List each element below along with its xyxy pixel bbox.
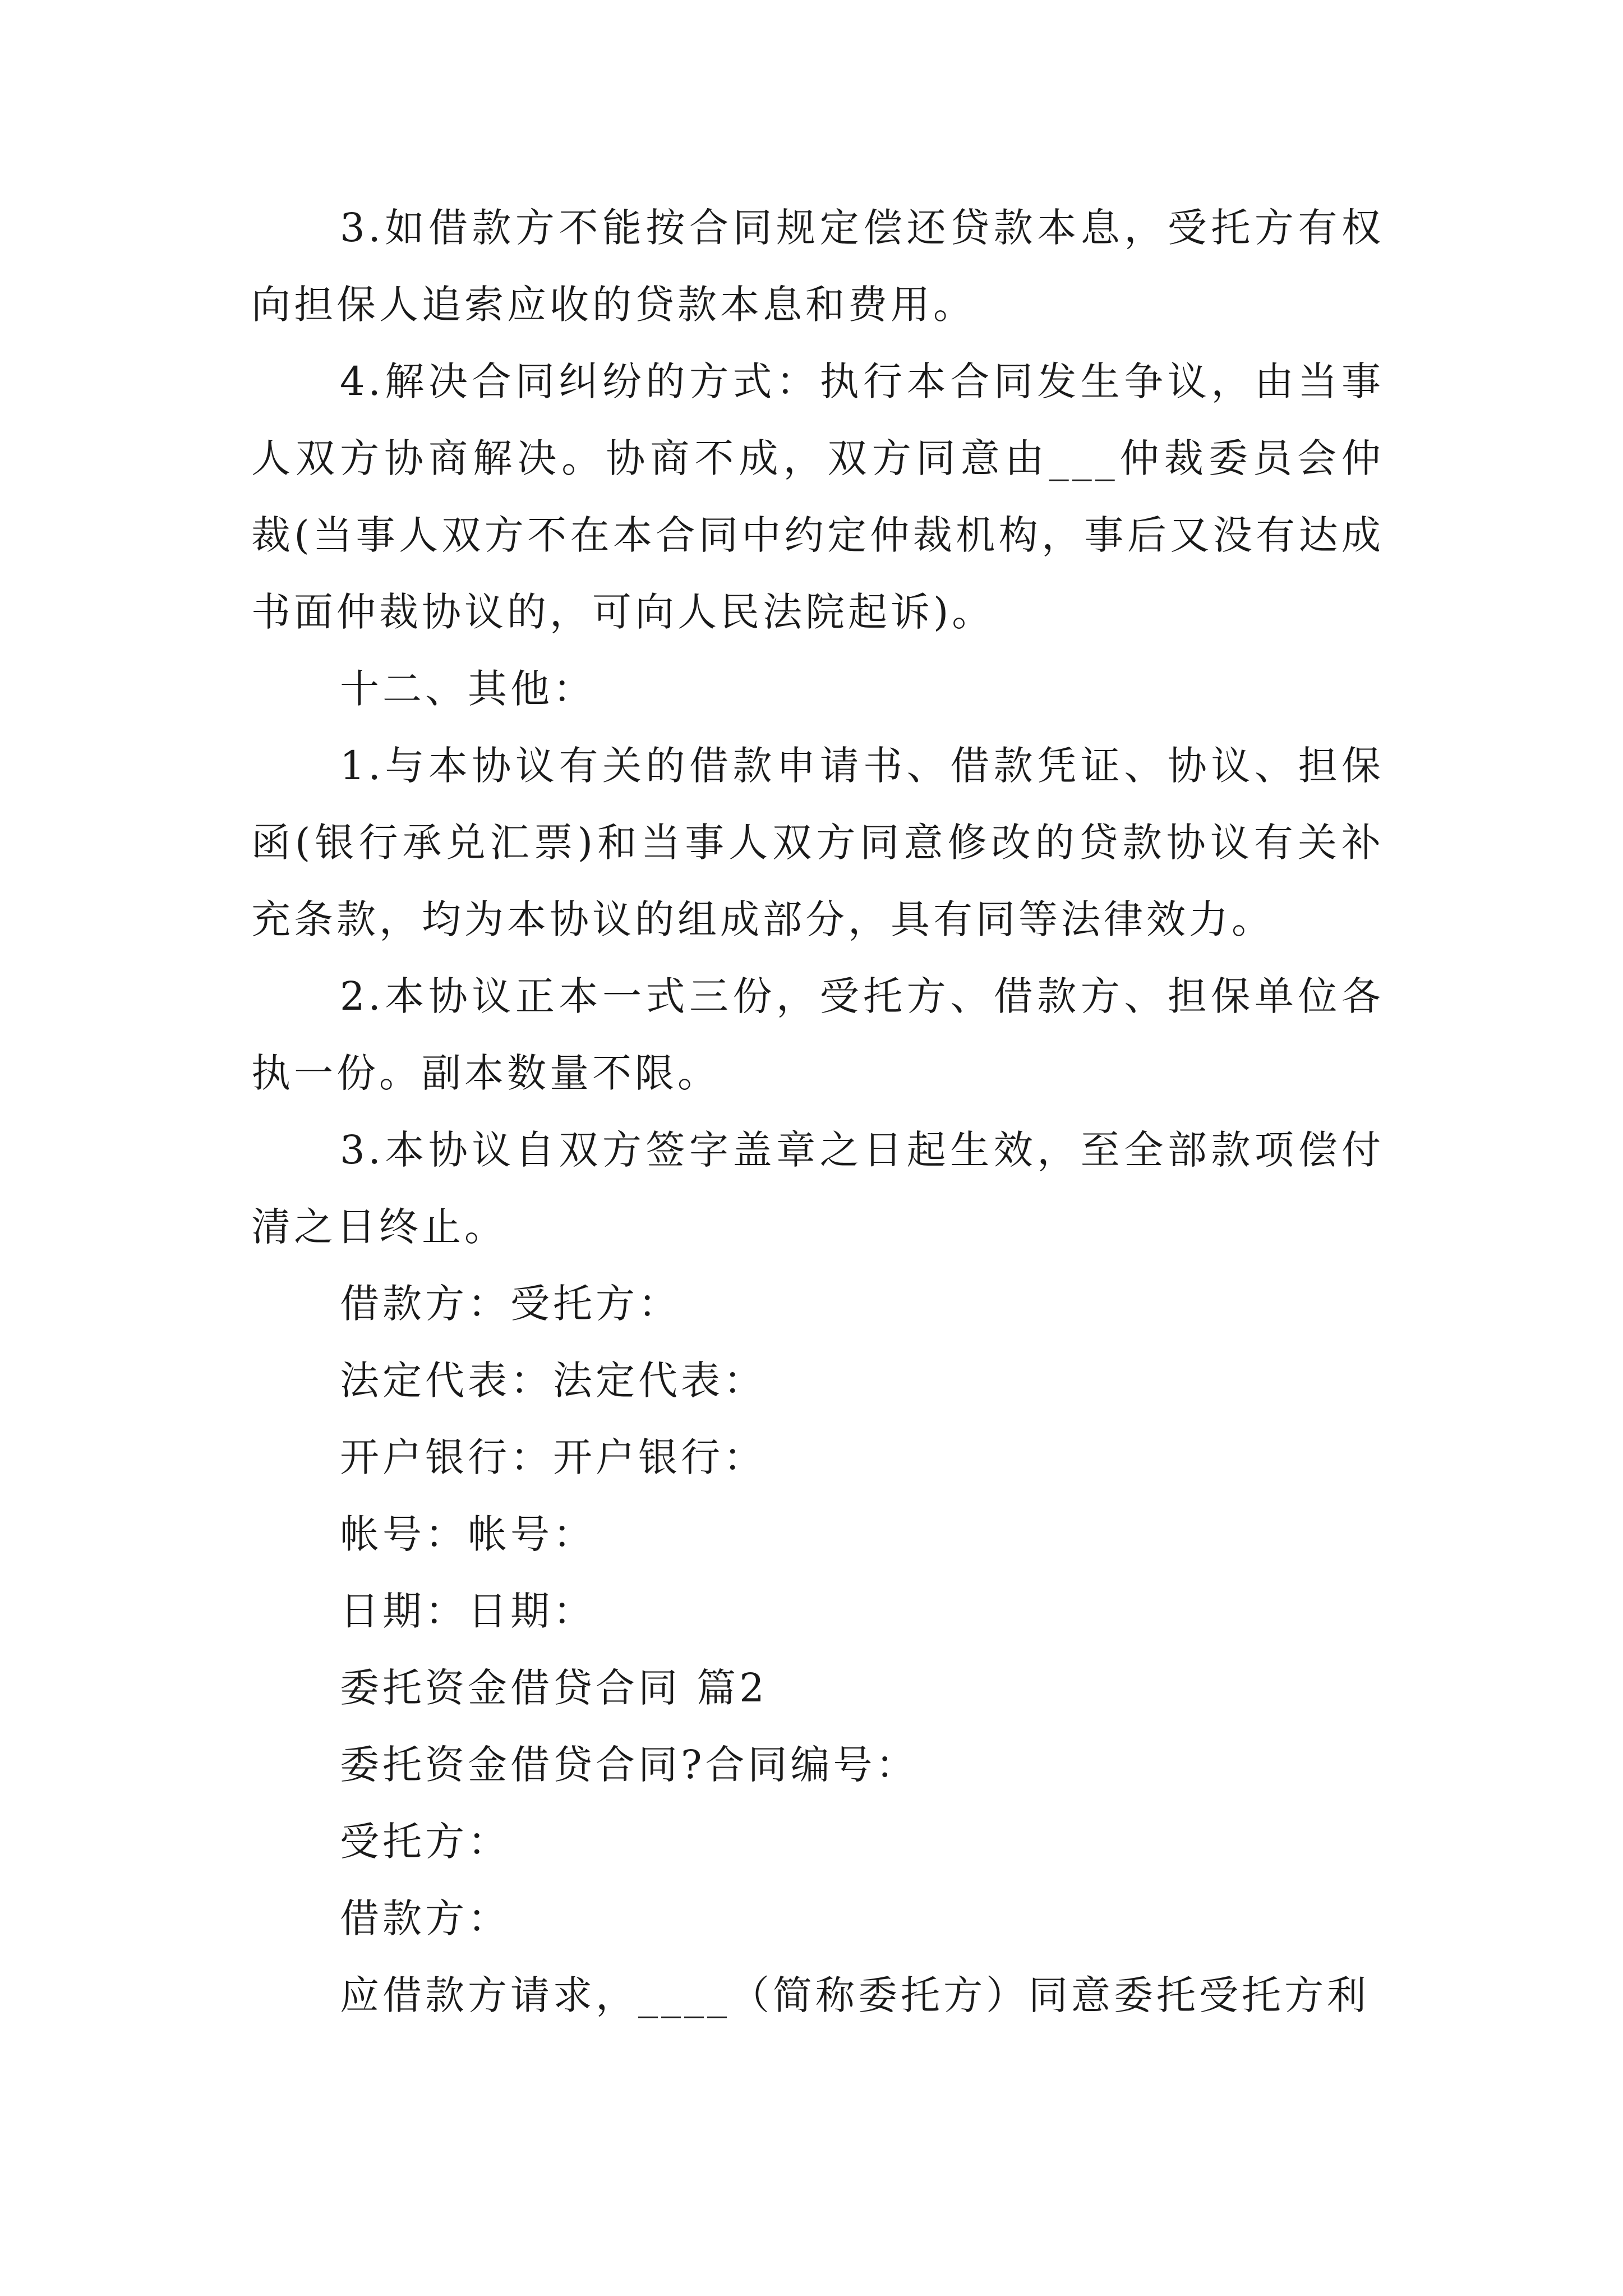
clause-1-agreement-components: 1.与本协议有关的借款申请书、借款凭证、协议、担保函(银行承兑汇票)和当事人双方同意修改的贷款协议有关补充条款，均为本协议的组成部分，具有同等法律效力。 <box>251 743 1384 942</box>
contract-preamble-line: 应借款方请求，____（简称委托方）同意委托受托方利 <box>340 1972 1370 2018</box>
signature-date-line: 日期：日期： <box>340 1588 596 1634</box>
clause-3-guarantor-recourse: 3.如借款方不能按合同规定偿还贷款本息，受托方有权向担保人追索应收的贷款本息和费用。 <box>251 205 1384 328</box>
clause-4-dispute-resolution: 4.解决合同纠纷的方式：执行本合同发生争议，由当事人双方协商解决。协商不成，双方同意由___仲裁委员会仲裁(当事人双方不在本合同中约定仲裁机构，事后又没有达成书面仲裁协议的，可向人民法院起诉)。 <box>251 358 1384 635</box>
signature-parties-line: 借款方：受托方： <box>340 1281 681 1327</box>
clause-2-copies: 2.本协议正本一式三份，受托方、借款方、担保单位各执一份。副本数量不限。 <box>251 973 1384 1096</box>
signature-account-line: 帐号：帐号： <box>340 1511 596 1557</box>
document-body <box>251 190 1384 2034</box>
clause-3-effective-date: 3.本协议自双方签字盖章之日起生效，至全部款项偿付清之日终止。 <box>251 1127 1384 1250</box>
contract-2-title: 委托资金借贷合同 篇2 <box>340 1665 768 1711</box>
contract-number-line: 委托资金借贷合同?合同编号： <box>340 1742 919 1788</box>
signature-bank-line: 开户银行：开户银行： <box>340 1434 766 1480</box>
trustee-party-line: 受托方： <box>340 1819 510 1865</box>
signature-representative-line: 法定代表：法定代表： <box>340 1358 766 1404</box>
section-12-heading: 十二、其他： <box>340 666 596 712</box>
borrower-party-line: 借款方： <box>340 1895 510 1941</box>
